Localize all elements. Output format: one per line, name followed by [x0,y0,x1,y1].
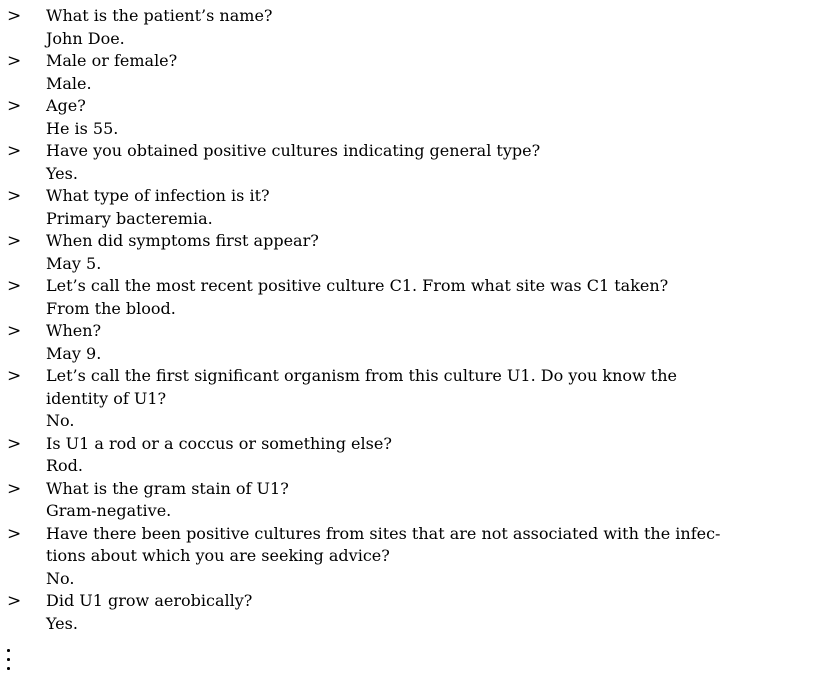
question-text [46,275,726,298]
answer-text: Primary bacteremia. [46,208,213,228]
question-line: What type of infection is it? [46,186,270,205]
answer-text: Yes. [46,613,78,633]
question-line: Let’s call the most recent positive culture C1. From what site was C1 taken? [46,276,669,295]
consultation-dialog [0,5,820,635]
answer-text: Gram-negative. [46,501,172,520]
prompt-marker: > [7,231,22,251]
qa-exchange [0,478,820,523]
prompt-marker: > [7,276,22,296]
prompt-marker: > [7,478,22,499]
question-line: tions about which you are seeking advice? [46,546,390,565]
qa-exchange [0,5,820,50]
qa-exchange [0,523,820,591]
question-text [46,433,726,456]
prompt-marker: > [7,591,22,611]
question-line: Male or female? [46,51,178,70]
answer-text: May 9. [46,343,102,363]
prompt-marker: > [7,96,22,116]
question-line: Did U1 grow aerobically? [46,591,253,610]
answer-text: No. [46,411,75,430]
question-text [46,365,726,410]
question-text [46,590,726,613]
answer-text: No. [46,568,75,588]
question-text [46,50,726,73]
question-text [46,95,726,118]
question-line: When? [46,321,102,340]
qa-exchange [0,365,820,433]
question-text [46,523,726,568]
answer-text: May 5. [46,253,102,273]
prompt-marker: > [7,366,22,386]
prompt-marker: > [7,51,22,71]
prompt-marker: > [7,433,22,454]
question-line: What is the gram stain of U1? [46,478,289,498]
prompt-marker: > [7,321,22,341]
prompt-marker: > [7,6,22,26]
continuation-ellipsis [4,645,14,675]
qa-exchange [0,590,820,635]
question-line: identity of U1? [46,388,167,408]
answer-text: He is 55. [46,118,119,138]
qa-exchange [0,230,820,275]
qa-exchange [0,320,820,365]
answer-text: Rod. [46,456,84,475]
answer-text: Yes. [46,163,78,183]
question-line: Age? [46,96,86,115]
answer-text: From the blood. [46,298,176,318]
question-line: When did symptoms first appear? [46,231,319,250]
question-line: Have you obtained positive cultures indicating general type? [46,141,541,160]
qa-exchange [0,50,820,95]
qa-exchange [0,140,820,185]
question-text [46,230,726,253]
question-text [46,478,726,501]
question-text [46,185,726,208]
question-line: Have there been positive cultures from sites that are not associated with the infec- [46,523,721,543]
answer-text: John Doe. [46,28,125,48]
answer-text: Male. [46,73,92,93]
question-text [46,5,726,28]
qa-exchange [0,95,820,140]
qa-exchange [0,185,820,230]
prompt-marker: > [7,141,22,161]
question-text [46,320,726,343]
prompt-marker: > [7,523,22,544]
prompt-marker: > [7,186,22,206]
question-line: What is the patient’s name? [46,6,273,25]
qa-exchange [0,275,820,320]
question-text [46,140,726,163]
qa-exchange [0,433,820,478]
question-line: Let’s call the first significant organism from this culture U1. Do you know the [46,366,677,385]
question-line: Is U1 a rod or a coccus or something else? [46,433,392,453]
